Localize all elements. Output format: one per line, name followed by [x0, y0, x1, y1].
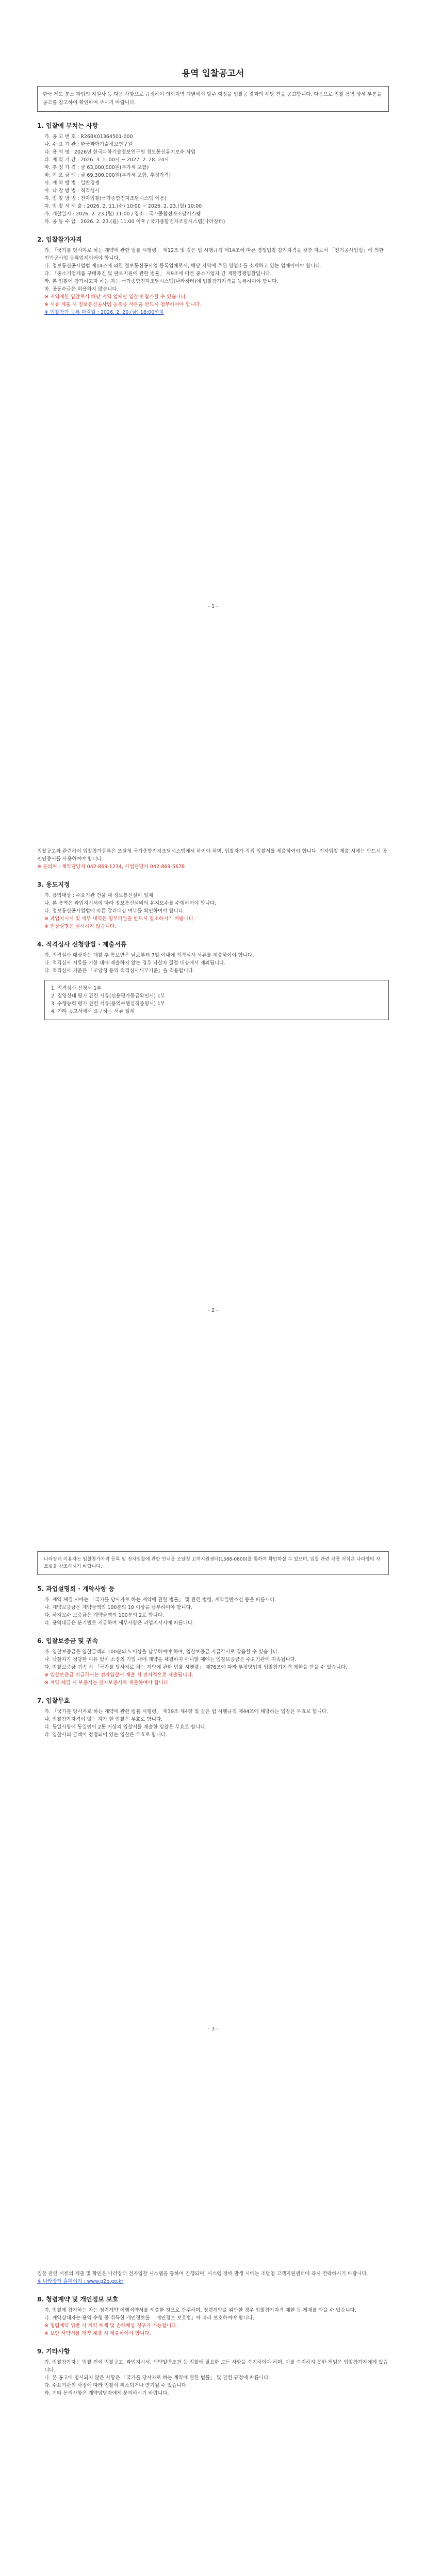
s1-line: 마. 추 정 가 격 : 금 63,000,000원(부가세 포함): [44, 165, 149, 171]
s1-line: 바. 기 초 금 액 : 금 69,300,000원(부가세 포함, 추정가격): [44, 173, 171, 178]
section-7-body: [37, 1708, 389, 1739]
s2-blue-line: ※ 입찰참가 등록 마감일 : 2026. 2. 20.(금) 18:00까지: [44, 310, 164, 315]
section-9-body: [37, 2359, 389, 2397]
s7-line: 가. 「국가를 당사자로 하는 계약에 관한 법률 시행령」 제39조 제4항 및 같은 법 시행규칙 제44조에 해당하는 입찰은 무효로 합니다.: [44, 1709, 329, 1715]
page-number: - 3 -: [208, 2026, 218, 2032]
s9-line: 나. 본 공고에 명시되지 않은 사항은 「국가를 당사자로 하는 계약에 관한 법률」 및 관련 규정에 따릅니다.: [44, 2375, 270, 2381]
s1-line: 카. 개찰일시 : 2026. 2. 23.(월) 11:00 / 장소 : 국가종합전자조달시스템: [44, 211, 201, 217]
section-9-title: 9. 기타사항: [37, 2348, 70, 2355]
s8-red-line: ※ 청렴계약 위반 시 계약 해제 및 손해배상 청구가 가능합니다.: [44, 2323, 178, 2329]
s3-red-line: ※ 과업지시서 및 세부 내역은 첨부파일을 반드시 참조하시기 바랍니다.: [44, 916, 195, 922]
s1-line: 아. 낙 찰 방 법 : 적격심사: [44, 188, 100, 194]
s5-line: 가. 계약 체결 시에는 「국가를 당사자로 하는 계약에 관한 법률」 및 관련 법령, 계약일반조건 등을 따릅니다.: [44, 1597, 276, 1603]
note-1-red: ※ 문의처 : 계약담당자 042-869-1234, 사업담당자 042-869-5678: [37, 864, 185, 870]
section-6-body: [37, 1648, 389, 1687]
s7-line: 나. 입찰참가자격이 없는 자가 한 입찰은 무효로 합니다.: [44, 1717, 163, 1722]
s6-line: 가. 입찰보증금은 입찰금액의 100분의 5 이상을 납부하여야 하며, 입찰보증금 지급각서로 갈음할 수 있습니다.: [44, 1649, 279, 1655]
s9-line: 라. 기타 문의사항은 계약담당자에게 문의하시기 바랍니다.: [44, 2391, 169, 2396]
s1-line: 다. 용 역 명 : 2026년 한국과학기술정보연구원 정보통신유지보수 사업: [44, 149, 196, 155]
s4-line: 가. 적격심사 대상자는 개찰 후 통보받은 날로부터 7일 이내에 적격심사 서류를 제출하여야 합니다.: [44, 953, 254, 958]
s3-red-line: ※ 현장설명은 실시하지 않습니다.: [44, 924, 117, 929]
required-documents-box: [44, 980, 389, 1020]
s2-line: 나. 정보통신공사업법 제14조에 의한 정보통신공사업 등록업체로서, 해당 지역에 주된 영업소를 소재하고 있는 업체이어야 합니다.: [44, 263, 322, 269]
s6-line: 나. 낙찰자가 정당한 이유 없이 소정의 기일 내에 계약을 체결하지 아니할 때에는 입찰보증금은 수요기관에 귀속됩니다.: [44, 1657, 297, 1663]
s1-line: 사. 계 약 방 법 : 일반경쟁: [44, 180, 100, 186]
s9-line: 가. 입찰참가자는 입찰 전에 입찰공고, 과업지시서, 계약일반조건 등 입찰에 필요한 모든 사항을 숙지하여야 하며, 이를 숙지하지 못한 책임은 입찰참가자에게 있습니다.: [44, 2360, 388, 2373]
document-title: 용역 입찰공고서: [182, 69, 244, 79]
s2-line: 다. 「중소기업제품 구매촉진 및 판로지원에 관한 법률」 제9조에 따른 중소기업자 간 제한경쟁입찰입니다.: [44, 271, 272, 277]
s5-line: 라. 용역대금은 분기별로 지급하며 세부사항은 과업지시서에 따릅니다.: [44, 1620, 194, 1626]
s4-box-line: 3. 수행능력 평가 관련 서류(용역수행실적증명서) 1부: [51, 1001, 166, 1007]
note-2-box: 나라장터 이용자는 입찰참가자격 등록 및 전자입찰에 관한 안내를 조달청 고객지원센터(1588-0800)를 통하여 확인하실 수 있으며, 입찰 관련 각종 서식은 나라장터 자료실을 참조하시기 바랍니다.: [37, 1551, 389, 1575]
section-2-title: 2. 입찰참가자격: [37, 236, 82, 243]
s2-red-line: ※ 서류 제출 시 정보통신공사업 등록증 사본을 반드시 첨부하여야 합니다.: [44, 302, 202, 308]
s2-line: 라. 본 입찰에 참가하고자 하는 자는 국가종합전자조달시스템(나라장터)에 입찰참가자격을 등록하여야 합니다.: [44, 279, 278, 284]
section-6-title: 6. 입찰보증금 및 귀속: [37, 1637, 99, 1645]
page-number: - 1 -: [208, 604, 218, 609]
page-number: - 2 -: [208, 1308, 218, 1313]
s2-line: 가. 「국가를 당사자로 하는 계약에 관한 법률 시행령」 제12조 및 같은 법 시행규칙 제14조에 따른 경쟁입찰 참가자격을 갖춘 자로서 「전기공사업법」에 의한 전기공사업 등록업체이어야 합니다.: [44, 248, 384, 261]
section-4-title: 4. 적격심사 신청방법 · 제출서류: [37, 941, 127, 948]
s7-line: 다. 동일사항에 동일인이 2통 이상의 입찰서를 제출한 입찰은 무효로 합니다.: [44, 1724, 207, 1730]
s2-line: 마. 공동수급은 허용하지 않습니다.: [44, 286, 119, 292]
s9-line: 다. 수요기관의 사정에 따라 입찰이 취소되거나 연기될 수 있습니다.: [44, 2383, 188, 2388]
s6-red-line: ※ 입찰보증금 지급각서는 전자입찰서 제출 시 전자적으로 제출됩니다.: [44, 1672, 194, 1678]
s4-line: 다. 적격심사 기준은 「조달청 용역 적격심사세부기준」을 적용합니다.: [44, 968, 194, 974]
s1-line: 자. 입 찰 방 법 : 전자입찰(국가종합전자조달시스템 이용): [44, 196, 167, 201]
s1-line: 라. 계 약 기 간 : 2026. 3. 1. 00시 ~ 2027. 2. 28. 24시: [44, 157, 169, 163]
section-7-title: 7. 입찰무효: [37, 1697, 70, 1704]
s4-line: 나. 적격심사 서류를 기한 내에 제출하지 않는 경우 낙찰자 결정 대상에서 제외됩니다.: [44, 960, 226, 966]
section-2-body: [37, 247, 389, 316]
section-5-title: 5. 과업설명회 · 계약사항 등: [37, 1585, 115, 1592]
s4-box-line: 4. 기타 공고서에서 요구하는 서류 일체: [51, 1009, 135, 1014]
section-8-body: [37, 2307, 389, 2337]
s8-line: 가. 입찰에 참가하는 자는 청렴계약 이행서약서를 제출한 것으로 간주하며, 청렴계약을 위반한 경우 입찰참가자격 제한 등 제재를 받을 수 있습니다.: [44, 2308, 356, 2313]
s7-line: 라. 입찰서의 금액이 정정되어 있는 입찰은 무효로 합니다.: [44, 1732, 168, 1738]
note-3: 입찰 관련 서류의 제출 및 확인은 나라장터 전자입찰 시스템을 통하여 진행되며, 시스템 장애 발생 시에는 조달청 고객지원센터에 즉시 연락하시기 바랍니다.: [37, 2271, 368, 2277]
s6-line: 다. 입찰보증금 귀속 시 「국가를 당사자로 하는 계약에 관한 법률 시행령」 제76조에 따라 부정당업자 입찰참가자격 제한을 받을 수 있습니다.: [44, 1665, 348, 1670]
intro-box: 한국 제도 분소 과업의 지원사 등 다음 사항으로 규정하여 의뢰지역 계열에서 발주 행정을 입찰공 결과의 해당 건을 공고합니다. 다음으로 입찰 용역 상세 부분을 공고를 참고하여 확인하여 주시기 바랍니다.: [37, 86, 389, 112]
s8-line: 나. 계약상대자는 용역 수행 중 취득한 개인정보를 「개인정보 보호법」에 따라 보호하여야 합니다.: [44, 2315, 254, 2321]
s6-red-line: ※ 계약 체결 시 보증서는 전자보증서로 제출하여야 합니다.: [44, 1680, 170, 1686]
s8-red-line: ※ 보안 서약서를 계약 체결 시 제출하여야 합니다.: [44, 2331, 151, 2336]
s4-box-line: 1. 적격심사 신청서 1부: [51, 986, 102, 991]
section-3-title: 3. 용도지정: [37, 881, 70, 888]
note-3-link[interactable]: ※ 나라장터 홈페이지 : www.g2b.go.kr: [37, 2279, 124, 2284]
s1-line: 차. 입 찰 서 제 출 : 2026. 2. 11.(수) 10:00 ~ 2026. 2. 23.(월) 10:00: [44, 204, 202, 209]
note-1: 입찰공고와 관련하여 입찰참가등록은 조달청 국가종합전자조달시스템에서 하여야 하며, 입찰자가 직접 입찰서를 제출하여야 합니다. 전자입찰 제출 시에는 반드시 공인인증서를 사용하여야 합니다.: [37, 849, 387, 862]
s1-line: 타. 공 동 수 급 : 2026. 2. 23.(월) 11:00 이후 / 국가종합전자조달시스템(나라장터): [44, 219, 225, 225]
document: [37, 66, 389, 2576]
section-1-title: 1. 입찰에 부치는 사항: [37, 122, 99, 129]
s3-line: 나. 본 용역은 과업지시서에 따라 정보통신설비의 유지보수를 수행하여야 합니다.: [44, 901, 217, 906]
section-8-title: 8. 청렴계약 및 개인정보 보호: [37, 2296, 119, 2303]
s2-red-line: ※ 지역제한 입찰로서 해당 지역 업체만 입찰에 참가할 수 있습니다.: [44, 294, 187, 300]
s5-line: 다. 하자보수 보증금은 계약금액의 100분의 2로 합니다.: [44, 1613, 164, 1618]
s3-line: 다. 정보통신공사업법에 따른 감리대상 여부를 확인하여야 합니다.: [44, 908, 185, 914]
s3-line: 가. 용역대상 : 수요기관 건물 내 정보통신설비 일체: [44, 893, 153, 899]
s1-line: 가. 공 고 번 호 : R26BK01364501-000: [44, 134, 133, 140]
section-3-body: [37, 892, 389, 930]
s1-line: 나. 수 요 기 관 : 한국과학기술정보연구원: [44, 142, 133, 147]
section-5-body: [37, 1596, 389, 1627]
s5-line: 나. 계약보증금은 계약금액의 100분의 10 이상을 납부하여야 합니다.: [44, 1605, 192, 1611]
section-1-body: [37, 133, 389, 226]
section-4-body: [37, 952, 389, 1020]
s4-box-line: 2. 경영상태 평가 관련 서류(신용평가등급확인서) 1부: [51, 993, 166, 999]
